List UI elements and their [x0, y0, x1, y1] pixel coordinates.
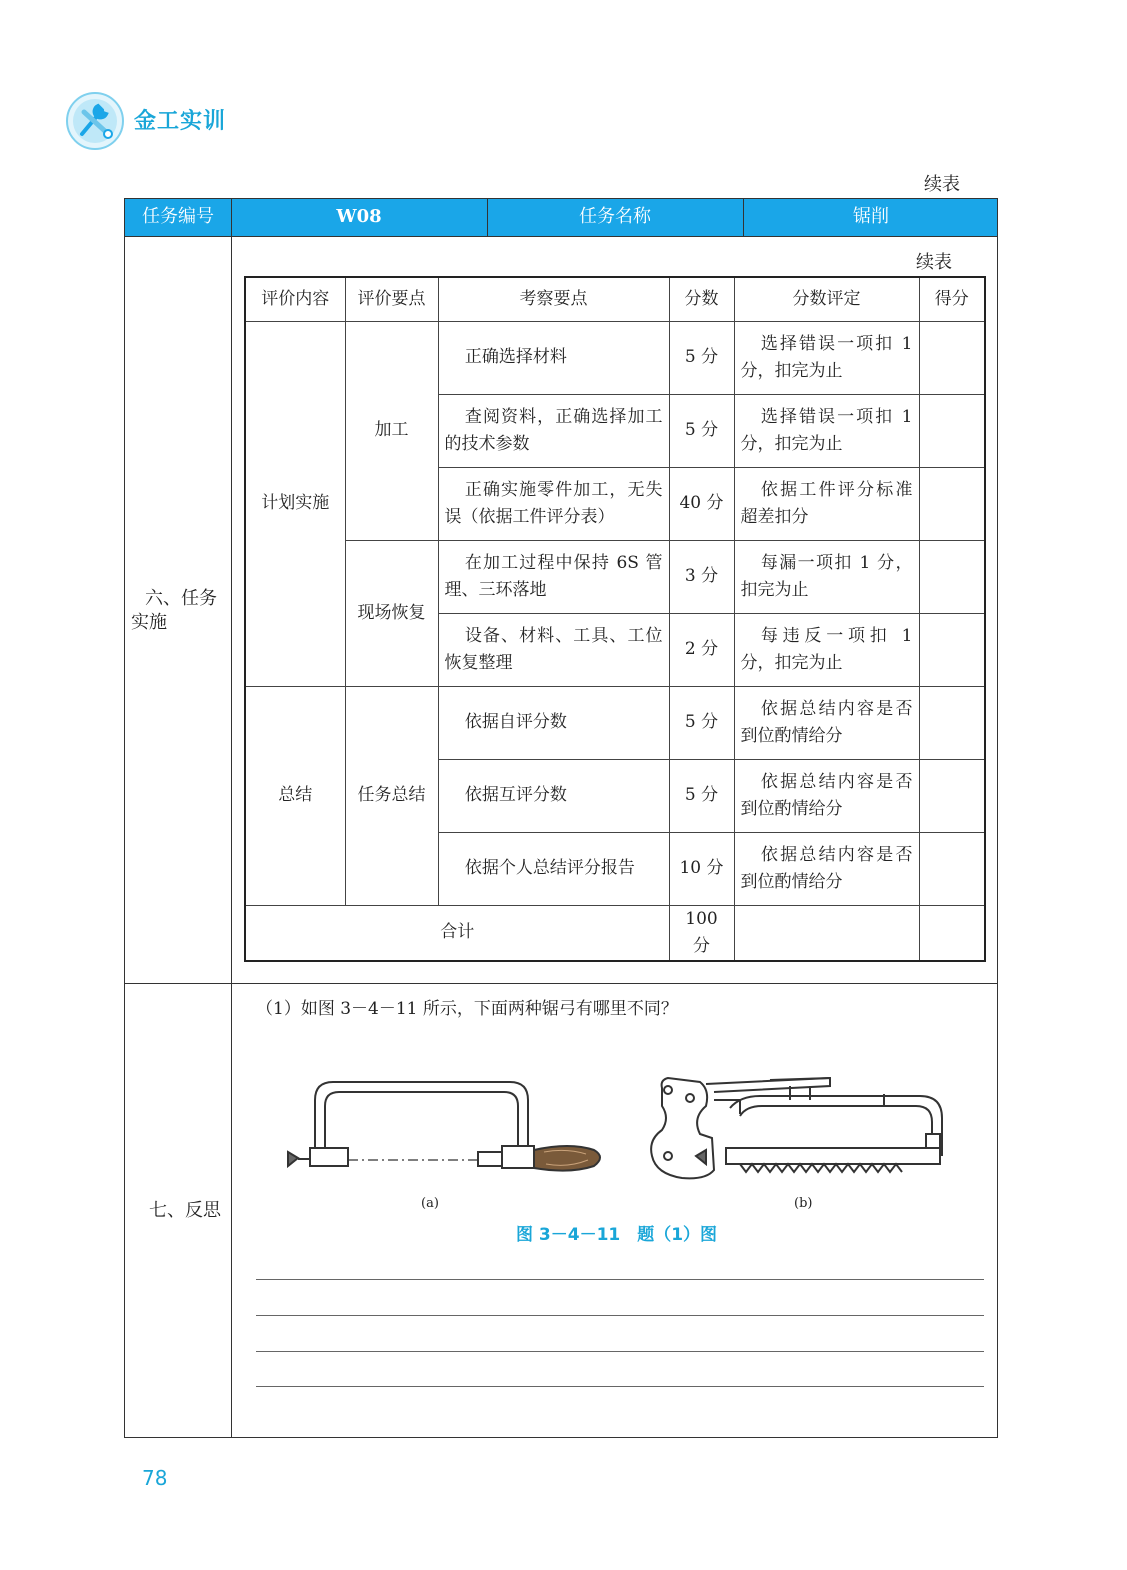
- eval-header-row: [245, 277, 985, 321]
- table-row: [245, 540, 985, 613]
- score-rule: 选择错误一项扣 1 分，扣完为止: [734, 321, 919, 394]
- header-cell: 考察要点: [438, 277, 669, 321]
- total-rule-cell[interactable]: [734, 905, 919, 961]
- group-summary: 总结: [245, 686, 345, 905]
- page-number: 78: [142, 1466, 168, 1490]
- total-score: 100 分: [669, 905, 734, 961]
- score-rule: 依据工件评分标准超差扣分: [734, 467, 919, 540]
- score: 5 分: [669, 321, 734, 394]
- check-point: 依据互评分数: [438, 759, 669, 832]
- check-point: 在加工过程中保持 6S 管理、三环落地: [438, 540, 669, 613]
- score-rule: 选择错误一项扣 1 分，扣完为止: [734, 394, 919, 467]
- answer-line[interactable]: [256, 1351, 984, 1352]
- col-task-name: 任务名称: [579, 206, 651, 227]
- earned-score-cell[interactable]: [919, 394, 985, 467]
- score: 5 分: [669, 759, 734, 832]
- section6-label-line1: 六、任务: [145, 588, 217, 609]
- score-rule: 每漏一项扣 1 分，扣完为止: [734, 540, 919, 613]
- header-cell: 分数: [669, 277, 734, 321]
- check-point: 查阅资料，正确选择加工的技术参数: [438, 394, 669, 467]
- total-label: 合计: [245, 905, 669, 961]
- score: 40 分: [669, 467, 734, 540]
- check-point: 依据个人总结评分报告: [438, 832, 669, 905]
- header-cell: 评价内容: [245, 277, 345, 321]
- header-cell: 评价要点: [345, 277, 438, 321]
- earned-score-cell[interactable]: [919, 613, 985, 686]
- check-point: 正确实施零件加工，无失误（依据工件评分表）: [438, 467, 669, 540]
- earned-score-cell[interactable]: [919, 321, 985, 394]
- table-row: [245, 321, 985, 394]
- header-cell: 分数评定: [734, 277, 919, 321]
- answer-line[interactable]: [256, 1279, 984, 1280]
- score: 5 分: [669, 686, 734, 759]
- total-earned-cell[interactable]: [919, 905, 985, 961]
- task-table-header: [125, 199, 997, 237]
- score: 3 分: [669, 540, 734, 613]
- reflection-question: （1）如图 3－4－11 所示，下面两种锯弓有哪里不同？: [256, 999, 678, 1019]
- answer-line[interactable]: [256, 1386, 984, 1387]
- group-process: 加工: [345, 321, 438, 540]
- check-point: 正确选择材料: [438, 321, 669, 394]
- left-column-divider: [231, 199, 232, 1437]
- section6-label-line2: 实施: [131, 612, 167, 633]
- continued-label: 续表: [924, 174, 960, 195]
- figure-caption: 图 3－4－11 题（1）图: [516, 1225, 718, 1245]
- score-rule: 依据总结内容是否到位酌情给分: [734, 759, 919, 832]
- score-rule: 每违反一项扣 1 分，扣完为止: [734, 613, 919, 686]
- header-divider: [743, 199, 744, 237]
- book-title: 金工实训: [134, 109, 227, 134]
- earned-score-cell[interactable]: [919, 686, 985, 759]
- group-site: 现场恢复: [345, 540, 438, 686]
- evaluation-table: [244, 276, 986, 962]
- figure-sub-label-b: (b): [794, 1196, 813, 1211]
- table-row: [245, 686, 985, 759]
- col-task-no: 任务编号: [142, 206, 214, 227]
- earned-score-cell[interactable]: [919, 540, 985, 613]
- book-logo-icon: [64, 90, 126, 152]
- earned-score-cell[interactable]: [919, 759, 985, 832]
- section-divider: [125, 983, 997, 984]
- score: 5 分: [669, 394, 734, 467]
- header-divider: [487, 199, 488, 237]
- group-plan: 计划实施: [245, 321, 345, 686]
- answer-line[interactable]: [256, 1315, 984, 1316]
- score: 2 分: [669, 613, 734, 686]
- group-task-summary: 任务总结: [345, 686, 438, 905]
- eval-continued-label: 续表: [916, 252, 952, 273]
- earned-score-cell[interactable]: [919, 832, 985, 905]
- score-rule: 依据总结内容是否到位酌情给分: [734, 686, 919, 759]
- task-no-value: W08: [336, 206, 382, 227]
- hacksaw-b-illustration: [651, 1078, 942, 1178]
- total-row: [245, 905, 985, 961]
- figure-sub-label-a: (a): [421, 1196, 439, 1211]
- score-rule: 依据总结内容是否到位酌情给分: [734, 832, 919, 905]
- check-point: 依据自评分数: [438, 686, 669, 759]
- hacksaw-figure: [270, 1060, 970, 1220]
- task-name-value: 锯削: [853, 206, 889, 227]
- hacksaw-a-illustration: [288, 1082, 600, 1171]
- earned-score-cell[interactable]: [919, 467, 985, 540]
- check-point: 设备、材料、工具、工位恢复整理: [438, 613, 669, 686]
- section7-label: 七、反思: [149, 1200, 221, 1221]
- header-cell: 得分: [919, 277, 985, 321]
- score: 10 分: [669, 832, 734, 905]
